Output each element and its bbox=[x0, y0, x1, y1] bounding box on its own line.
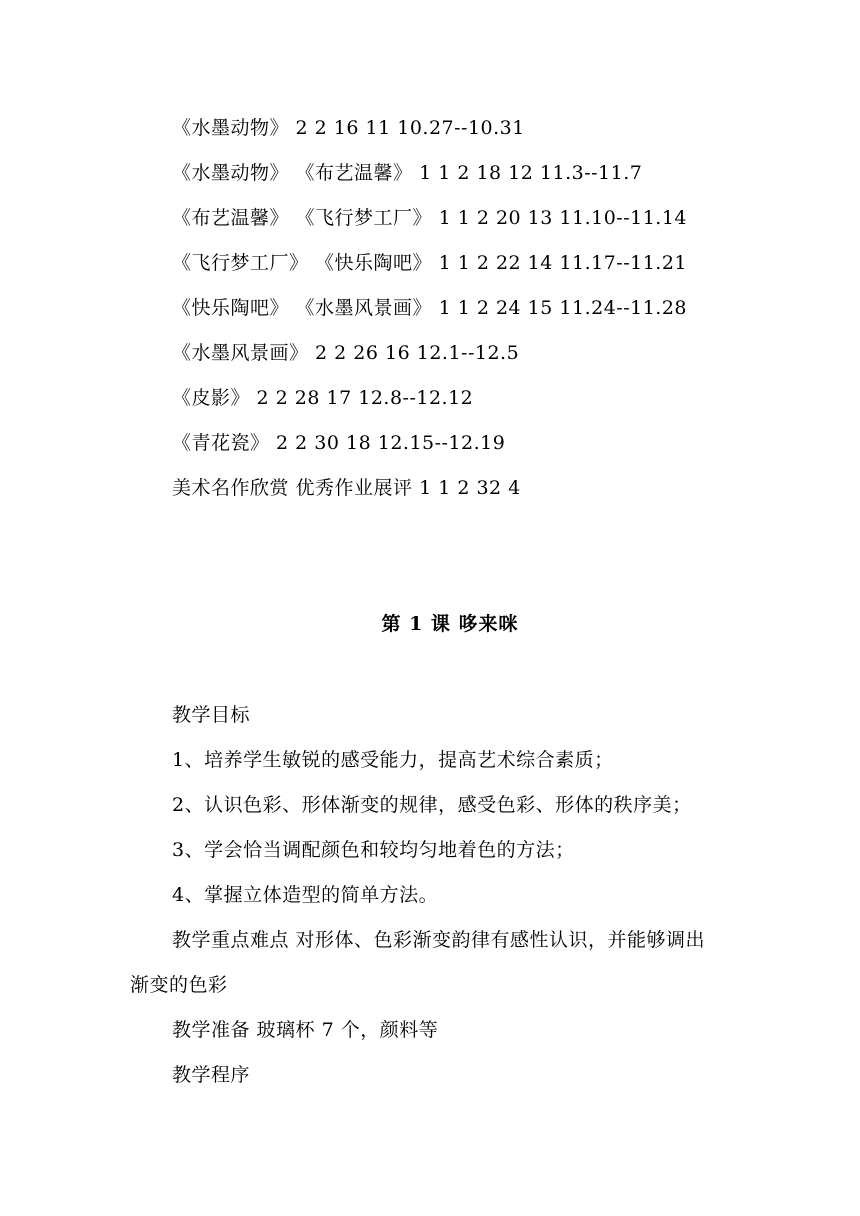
objective-item: 2、认识色彩、形体渐变的规律，感受色彩、形体的秩序美； bbox=[172, 794, 692, 816]
schedule-row: 《水墨动物》 2 2 16 11 10.27--10.31 bbox=[172, 117, 525, 139]
lesson-title: 第 1 课 哆来咪 bbox=[381, 613, 519, 635]
schedule-row: 《水墨风景画》 2 2 26 16 12.1--12.5 bbox=[172, 342, 520, 364]
objective-item: 3、学会恰当调配颜色和较均匀地着色的方法； bbox=[172, 839, 575, 861]
procedure-heading: 教学程序 bbox=[172, 1064, 251, 1086]
schedule-row: 《水墨动物》 《布艺温馨》 1 1 2 18 12 11.3--11.7 bbox=[172, 162, 643, 184]
schedule-row: 《皮影》 2 2 28 17 12.8--12.12 bbox=[172, 387, 474, 409]
key-points-continuation: 渐变的色彩 bbox=[130, 974, 228, 996]
schedule-row: 美术名作欣赏 优秀作业展评 1 1 2 32 4 bbox=[172, 477, 521, 499]
key-points-paragraph: 教学重点难点 对形体、色彩渐变韵律有感性认识，并能够调出 bbox=[172, 929, 706, 951]
schedule-row: 《快乐陶吧》 《水墨风景画》 1 1 2 24 15 11.24--11.28 bbox=[172, 297, 688, 319]
schedule-row: 《布艺温馨》 《飞行梦工厂》 1 1 2 20 13 11.10--11.14 bbox=[172, 207, 688, 229]
schedule-row: 《青花瓷》 2 2 30 18 12.15--12.19 bbox=[172, 432, 506, 454]
objective-item: 1、培养学生敏锐的感受能力，提高艺术综合素质； bbox=[172, 749, 614, 771]
schedule-row: 《飞行梦工厂》 《快乐陶吧》 1 1 2 22 14 11.17--11.21 bbox=[172, 252, 688, 274]
objective-item: 4、掌握立体造型的简单方法。 bbox=[172, 884, 439, 906]
objectives-heading: 教学目标 bbox=[172, 704, 251, 726]
preparation-paragraph: 教学准备 玻璃杯 7 个，颜料等 bbox=[172, 1019, 439, 1041]
